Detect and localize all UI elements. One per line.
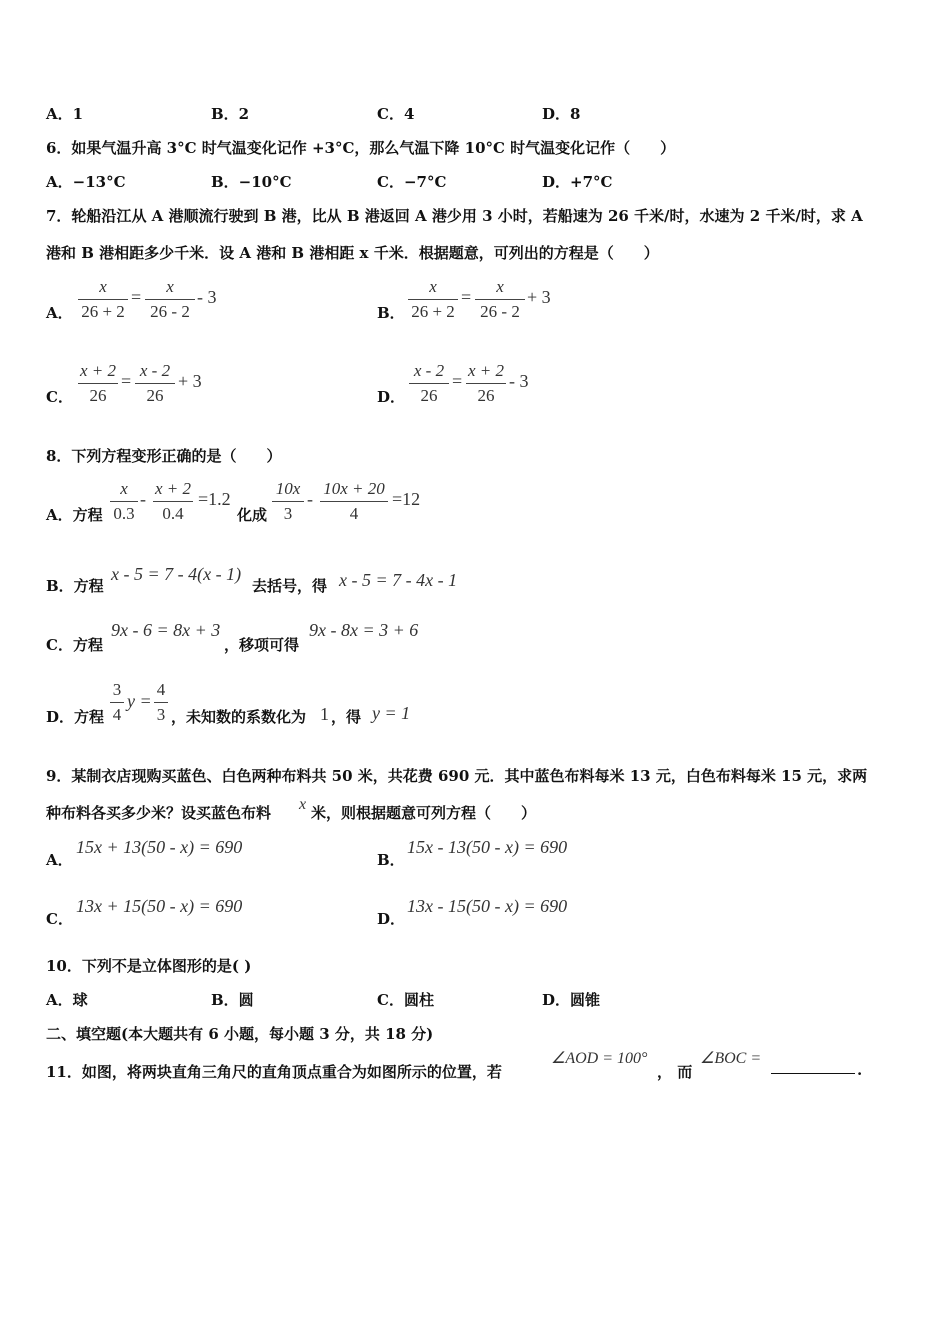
q9-option-c: 13x + 15(50 - x) = 690 xyxy=(76,896,243,916)
q11-mid: ， 而 xyxy=(657,1063,693,1081)
q8-c-expr1: 9x - 6 = 8x + 3 xyxy=(111,620,221,640)
q8-d-label: D．方程 xyxy=(46,708,105,726)
q11-answer-blank[interactable] xyxy=(771,1059,855,1078)
q9-stem-line2a: 种布料各买多少米？设买蓝色布料 xyxy=(46,804,272,822)
q8-c-mid: ，移项可得 xyxy=(224,636,300,654)
q7-stem-line2: 港和 B 港相距多少千米．设 A 港和 B 港相距 x 千米．根据题意，可列出的方程是（ ） xyxy=(46,244,659,262)
q8-a-eq: =1.2 xyxy=(198,489,231,509)
q9-label-b: B． xyxy=(377,851,405,869)
q8-a-frac4 xyxy=(320,479,388,524)
q10-option-b: B．圆 xyxy=(211,991,254,1009)
q9-label-d: D． xyxy=(377,910,406,928)
q7-a-eq: = xyxy=(131,287,142,307)
q7-d-den2: 26 xyxy=(477,386,495,405)
q9-option-b: 15x - 13(50 - x) = 690 xyxy=(407,837,568,857)
q8-a-num4: 10x + 20 xyxy=(323,479,385,498)
q7-b-frac2 xyxy=(475,277,525,322)
q8-a-den2: 0.4 xyxy=(162,504,184,523)
q7-d-num1: x - 2 xyxy=(413,361,445,380)
q6-option-b: B．−10°C xyxy=(211,173,292,191)
q8-a-frac3 xyxy=(272,479,304,524)
q7-a-num2: x xyxy=(166,277,174,296)
q7-d-num2: x + 2 xyxy=(467,361,505,380)
q10-stem: 10．下列不是立体图形的是( ) xyxy=(46,957,252,975)
q7-d-frac2 xyxy=(466,361,506,406)
q9-option-d: 13x - 15(50 - x) = 690 xyxy=(407,896,568,916)
q9-label-a: A． xyxy=(46,851,73,869)
q7-a-num1: x xyxy=(99,277,107,296)
q7-c-frac1 xyxy=(78,361,118,406)
q8-d-one: 1 xyxy=(320,704,329,724)
q8-a-num1: x xyxy=(120,479,128,498)
q8-stem: 8．下列方程变形正确的是（ ） xyxy=(46,447,282,465)
q6-stem: 6．如果气温升高 3°C 时气温变化记作 +3°C，那么气温下降 10°C 时气温变化记作（ ） xyxy=(46,139,676,157)
q8-d-den2: 3 xyxy=(156,705,166,724)
q7-label-c: C． xyxy=(46,388,73,406)
q7-c-den1: 26 xyxy=(89,386,107,405)
q7-label-a: A． xyxy=(46,304,73,322)
q7-d-frac1 xyxy=(409,361,449,406)
q8-a-num3: 10x xyxy=(275,479,301,498)
q8-b-expr2: x - 5 = 7 - 4x - 1 xyxy=(339,570,458,590)
q7-a-den1: 26 + 2 xyxy=(81,302,125,321)
q7-d-tail: - 3 xyxy=(509,371,529,391)
q8-a-eq2: =12 xyxy=(392,489,421,509)
q6-option-d: D．+7°C xyxy=(542,173,613,191)
q7-label-d: D． xyxy=(377,388,406,406)
q6-option-a: A．−13°C xyxy=(46,173,126,191)
section2-title: 二、填空题(本大题共有 6 小题，每小题 3 分，共 18 分) xyxy=(46,1025,434,1043)
q7-b-tail: + 3 xyxy=(527,287,551,307)
q7-a-tail: - 3 xyxy=(197,287,217,307)
q8-a-label: A．方程 xyxy=(46,506,103,524)
q7-b-num1: x xyxy=(429,277,437,296)
q7-b-num2: x xyxy=(496,277,504,296)
q8-b-mid: 去括号，得 xyxy=(252,577,328,595)
q8-a-minus: - xyxy=(140,489,146,509)
q5-option-b: B．2 xyxy=(211,105,250,123)
q8-d-mid: ，未知数的系数化为 xyxy=(171,708,307,726)
q8-d-mid2: ，得 xyxy=(331,708,362,726)
q7-stem-line1: 7．轮船沿江从 A 港顺流行驶到 B 港，比从 B 港返回 A 港少用 3 小时，若船速为 26 千米/时，水速为 2 千米/时，求 A xyxy=(46,207,863,225)
q9-stem-var: x xyxy=(299,796,307,813)
q8-a-den1: 0.3 xyxy=(113,504,135,523)
q11-stem: 11．如图，将两块直角三角尺的直角顶点重合为如图所示的位置，若 xyxy=(46,1063,502,1081)
q7-c-den2: 26 xyxy=(146,386,164,405)
q8-c-expr2: 9x - 8x = 3 + 6 xyxy=(309,620,419,640)
q8-d-frac2 xyxy=(154,680,168,725)
q10-option-c: C．圆柱 xyxy=(377,991,434,1009)
q8-d-y: y = xyxy=(127,691,152,711)
q8-a-frac1 xyxy=(110,479,138,524)
q7-b-eq: = xyxy=(461,287,472,307)
q10-option-a: A．球 xyxy=(46,991,88,1009)
q7-b-frac1 xyxy=(408,277,458,322)
q11-expr2: ∠BOC = xyxy=(700,1050,762,1067)
q7-b-den1: 26 + 2 xyxy=(411,302,455,321)
q7-d-eq: = xyxy=(452,371,463,391)
q6-option-c: C．−7°C xyxy=(377,173,447,191)
q7-a-frac2 xyxy=(145,277,195,322)
q8-b-expr1: x - 5 = 7 - 4(x - 1) xyxy=(111,564,242,584)
q5-option-d: D．8 xyxy=(542,105,581,123)
q8-a-den4: 4 xyxy=(349,504,359,523)
q8-d-frac1 xyxy=(110,680,124,725)
q7-a-den2: 26 - 2 xyxy=(150,302,190,321)
q8-d-num1: 3 xyxy=(112,680,122,699)
q8-a-mid: 化成 xyxy=(237,506,268,524)
q7-c-num1: x + 2 xyxy=(79,361,117,380)
q5-option-a: A．1 xyxy=(46,105,84,123)
q9-label-c: C． xyxy=(46,910,73,928)
q9-stem-line2b: 米，则根据题意可列方程（ ） xyxy=(311,804,537,822)
q7-c-eq: = xyxy=(121,371,132,391)
q11-end: . xyxy=(857,1061,863,1079)
q7-a-frac1 xyxy=(78,277,128,322)
q8-d-num2: 4 xyxy=(156,680,166,699)
q8-c-label: C．方程 xyxy=(46,636,103,654)
q7-c-tail: + 3 xyxy=(178,371,202,391)
q9-option-a: 15x + 13(50 - x) = 690 xyxy=(76,837,243,857)
q11-expr1: ∠AOD = 100° xyxy=(551,1050,648,1067)
q8-b-label: B．方程 xyxy=(46,577,104,595)
q8-a-num2: x + 2 xyxy=(154,479,192,498)
q8-a-frac2 xyxy=(153,479,193,524)
q7-b-den2: 26 - 2 xyxy=(480,302,520,321)
q8-a-minus2: - xyxy=(307,489,313,509)
q8-d-expr2: y = 1 xyxy=(372,703,411,723)
q8-d-den1: 4 xyxy=(112,705,122,724)
q7-c-num2: x - 2 xyxy=(139,361,171,380)
q7-d-den1: 26 xyxy=(420,386,438,405)
q7-c-frac2 xyxy=(135,361,175,406)
q7-label-b: B． xyxy=(377,304,405,322)
q9-stem-line1: 9．某制衣店现购买蓝色、白色两种布料共 50 米，共花费 690 元．其中蓝色布料每米 13 元，白色布料每米 15 元，求两 xyxy=(46,767,868,785)
q8-a-den3: 3 xyxy=(283,504,293,523)
q10-option-d: D．圆锥 xyxy=(542,991,601,1009)
q5-option-c: C．4 xyxy=(377,105,415,123)
